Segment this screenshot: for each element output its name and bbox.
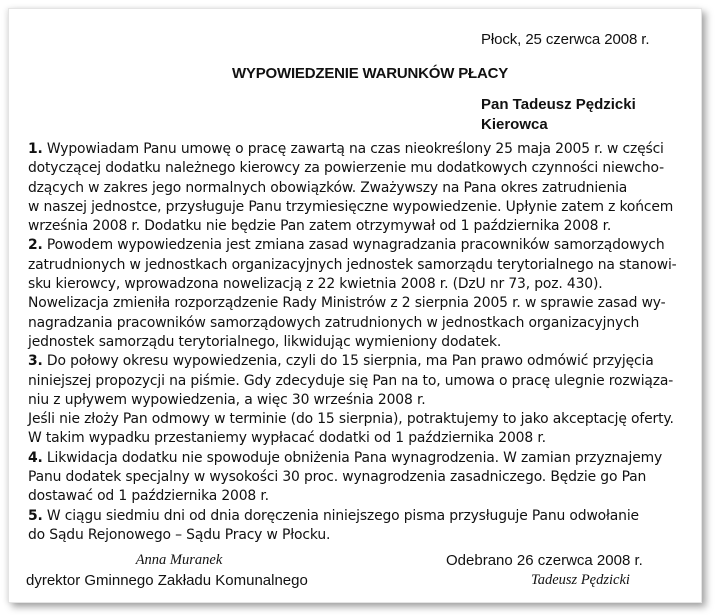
body-line-text: niniejszej propozycji na piśmie. Gdy zdecyduje się Pan na to, umowa o pracę ulegnie rozwiąza- xyxy=(28,372,674,389)
body-line xyxy=(28,487,700,506)
body-line-text: Powodem wypowiedzenia jest zmiana zasad wynagradzania pracowników samorządowych xyxy=(42,237,665,254)
sender-signature-name: Anna Muranek xyxy=(135,552,223,568)
paragraph-number: 3. xyxy=(28,353,43,370)
body-line-text: W takim wypadku przestaniemy wypłacać dodatki od 1 października 2008 r. xyxy=(28,430,546,447)
body-line xyxy=(28,294,700,313)
body-line xyxy=(28,333,700,352)
body-line xyxy=(28,526,700,545)
place-date: Płock, 25 czerwca 2008 r. xyxy=(481,31,650,48)
sender-role: dyrektor Gminnego Zakładu Komunalnego xyxy=(26,572,308,589)
body-line-text: jednostek samorządu terytorialnego, likwidując wymieniony dodatek. xyxy=(28,333,502,350)
received-date: Odebrano 26 czerwca 2008 r. xyxy=(446,552,643,569)
addressee xyxy=(481,95,636,135)
paragraph-number: 1. xyxy=(28,141,43,157)
body-line-text: Jeśli nie złoży Pan odmowy w terminie (do 15 sierpnia), potraktujemy to jako akceptację oferty. xyxy=(28,411,674,428)
body-line-text: dostawać od 1 października 2008 r. xyxy=(28,488,269,505)
body-line xyxy=(28,159,700,178)
body-line-text: września 2008 r. Dodatku nie będzie Pan zatem otrzymywał od 1 października 2008 r. xyxy=(28,218,612,235)
body-line-text: W ciągu siedmiu dni od dnia doręczenia niniejszego pisma przysługuje Panu odwołanie xyxy=(42,507,639,524)
body-line xyxy=(28,352,700,371)
body-line xyxy=(28,449,700,468)
addressee-role: Kierowca xyxy=(481,116,548,133)
body-line xyxy=(28,391,700,410)
body-line-text: Do połowy okresu wypowiedzenia, czyli do 15 sierpnia, ma Pan prawo odmówić przyjęcia xyxy=(42,353,654,370)
paragraph-number: 4. xyxy=(28,449,43,466)
body-line-text: dzących w zakres jego normalnych obowiązków. Zważywszy na Pana okres zatrudnienia xyxy=(28,179,628,196)
body-line xyxy=(28,468,700,487)
body-line-text: Likwidacja dodatku nie spowoduje obniżenia Pana wynagrodzenia. W zamian przyznajemy xyxy=(42,449,663,466)
body-line-text: nagradzania pracowników samorządowych zatrudnionych w jednostkach organizacyjnych xyxy=(28,314,640,331)
body-line-text: do Sądu Rejonowego – Sądu Pracy w Płocku. xyxy=(28,526,331,543)
body-line xyxy=(28,198,700,217)
body-line-text: dotyczącej dodatku należnego kierowcy za powierzenie mu dodatkowych czynności niewcho- xyxy=(28,160,664,177)
body-line xyxy=(28,275,700,294)
signature-recipient xyxy=(446,552,686,589)
body-line xyxy=(28,410,700,429)
body-line-text: Wypowiadam Panu umowę o pracę zawartą na czas nieokreślony 25 maja 2005 r. w części xyxy=(42,141,664,157)
body-line-text: w naszej jednostce, przysługuje Panu trzymiesięczne wypowiedzenie. Upłynie zatem z końcem xyxy=(28,198,674,215)
body-line xyxy=(28,217,700,236)
paragraph-number: 2. xyxy=(28,237,43,254)
body-line xyxy=(28,314,700,333)
body-line-text: niu z upływem wypowiedzenia, a więc 30 września 2008 r. xyxy=(28,391,426,408)
body-line-text: Panu dodatek specjalny w wysokości 30 proc. wynagrodzenia zasadniczego. Będzie go Pan xyxy=(28,469,647,486)
body-line xyxy=(28,140,700,159)
body-line xyxy=(28,179,700,198)
body-line xyxy=(28,372,700,391)
document-body xyxy=(28,140,700,545)
body-line xyxy=(28,256,700,275)
body-line-text: Nowelizacja zmieniła rozporządzenie Rady Ministrów z 2 sierpnia 2005 r. w sprawie zasad wy- xyxy=(28,295,666,312)
document-title: WYPOWIEDZENIE WARUNKÓW PŁACY xyxy=(231,65,509,82)
body-line xyxy=(28,507,700,526)
body-line-text: zatrudnionych w jednostkach organizacyjnych jednostek samorządu terytorialnego na stanowi- xyxy=(28,256,677,273)
document-page xyxy=(8,8,702,603)
body-line-text: sku kierowcy, wprowadzona nowelizacją z 22 kwietnia 2008 r. (DzU nr 73, poz. 430). xyxy=(28,276,603,293)
body-line xyxy=(28,429,700,448)
addressee-name: Pan Tadeusz Pędzicki xyxy=(481,96,636,113)
body-line xyxy=(28,236,700,255)
paragraph-number: 5. xyxy=(28,507,43,524)
signature-sender xyxy=(26,552,326,589)
recipient-signature-name: Tadeusz Pędzicki xyxy=(531,572,630,588)
